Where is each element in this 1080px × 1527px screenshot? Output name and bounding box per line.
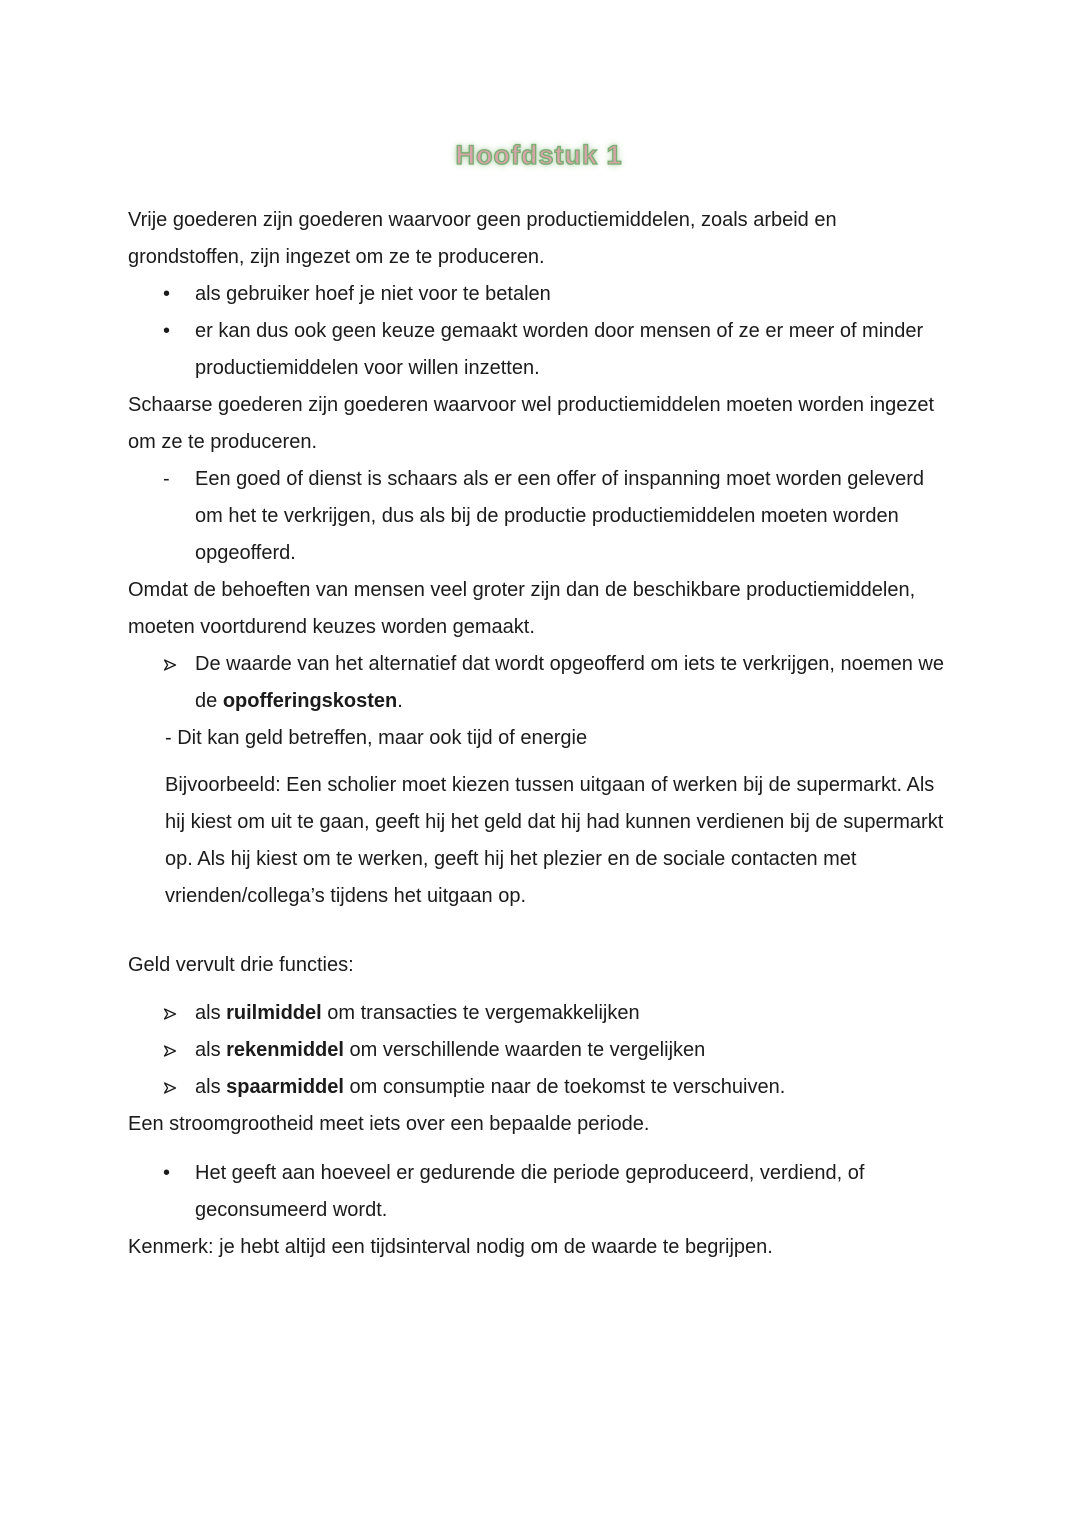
paragraph-kenmerk: Kenmerk: je hebt altijd een tijdsinterval nodig om de waarde te begrijpen.	[128, 1236, 773, 1258]
paragraph-stroomgrootheid: Een stroomgrootheid meet iets over een bepaalde periode.	[128, 1113, 650, 1135]
paragraph-dit-kan-geld: - Dit kan geld betreffen, maar ook tijd of energie	[165, 727, 588, 749]
arrow-bullet-icon	[163, 1032, 177, 1069]
dash-list-schaarse-goederen	[128, 461, 950, 572]
bullet-list-stroomgrootheid	[128, 1155, 950, 1229]
list-item-text: als ruilmiddel om transacties te vergemakkelijken	[195, 1002, 640, 1024]
bullet-dot-icon: •	[163, 283, 171, 305]
page-title: Hoofdstuk 1	[455, 140, 623, 170]
list-item-text: Een goed of dienst is schaars als er een offer of inspanning moet worden geleverd om het te verkrijgen, dus als bij de productie productiemiddelen moeten worden opgeofferd.	[195, 468, 924, 564]
list-item-text: Het geeft aan hoeveel er gedurende die periode geproduceerd, verdiend, of geconsumeerd wordt.	[195, 1162, 865, 1221]
bullet-list-vrije-goederen	[128, 276, 950, 387]
list-item-text: er kan dus ook geen keuze gemaakt worden door mensen of ze er meer of minder productiemiddelen voor willen inzetten.	[195, 320, 924, 379]
bullet-dot-icon: •	[163, 320, 171, 342]
paragraph-schaarse-goederen: Schaarse goederen zijn goederen waarvoor wel productiemiddelen moeten worden ingezet om ze te produceren.	[128, 394, 935, 453]
paragraph-geld-functies: Geld vervult drie functies:	[128, 954, 354, 976]
list-item	[128, 461, 950, 572]
list-item	[128, 1155, 950, 1229]
arrow-list-geld-functies	[128, 995, 950, 1106]
list-item	[128, 313, 950, 387]
list-item-text: als rekenmiddel om verschillende waarden te vergelijken	[195, 1039, 706, 1061]
paragraph-vrije-goederen: Vrije goederen zijn goederen waarvoor geen productiemiddelen, zoals arbeid en grondstoffen, zijn ingezet om ze te produceren.	[128, 209, 837, 268]
dash-bullet-icon: -	[163, 468, 170, 490]
list-item-text: De waarde van het alternatief dat wordt opgeofferd om iets te verkrijgen, noemen we de opofferingskosten.	[195, 653, 944, 712]
arrow-list-opofferingskosten	[128, 646, 950, 720]
list-item	[128, 646, 950, 720]
arrow-bullet-icon	[163, 995, 177, 1032]
list-item	[128, 995, 950, 1032]
list-item	[128, 1032, 950, 1069]
paragraph-bijvoorbeeld: Bijvoorbeeld: Een scholier moet kiezen tussen uitgaan of werken bij de supermarkt. Als hij kiest om uit te gaan, geeft hij het geld dat hij had kunnen verdienen bij de supermarkt op. Als hij kiest om te werken, geeft hij het plezier en de sociale contacten met vrienden/collega’s tijdens het uitgaan op.	[165, 774, 944, 907]
list-item-text: als spaarmiddel om consumptie naar de toekomst te verschuiven.	[195, 1076, 786, 1098]
arrow-bullet-icon	[163, 1069, 177, 1106]
list-item-text: als gebruiker hoef je niet voor te betalen	[195, 283, 551, 305]
list-item	[128, 1069, 950, 1106]
arrow-bullet-icon	[163, 646, 177, 683]
list-item	[128, 276, 950, 313]
paragraph-omdat-behoeften: Omdat de behoeften van mensen veel groter zijn dan de beschikbare productiemiddelen, moeten voortdurend keuzes worden gemaakt.	[128, 579, 916, 638]
bullet-dot-icon: •	[163, 1162, 171, 1184]
